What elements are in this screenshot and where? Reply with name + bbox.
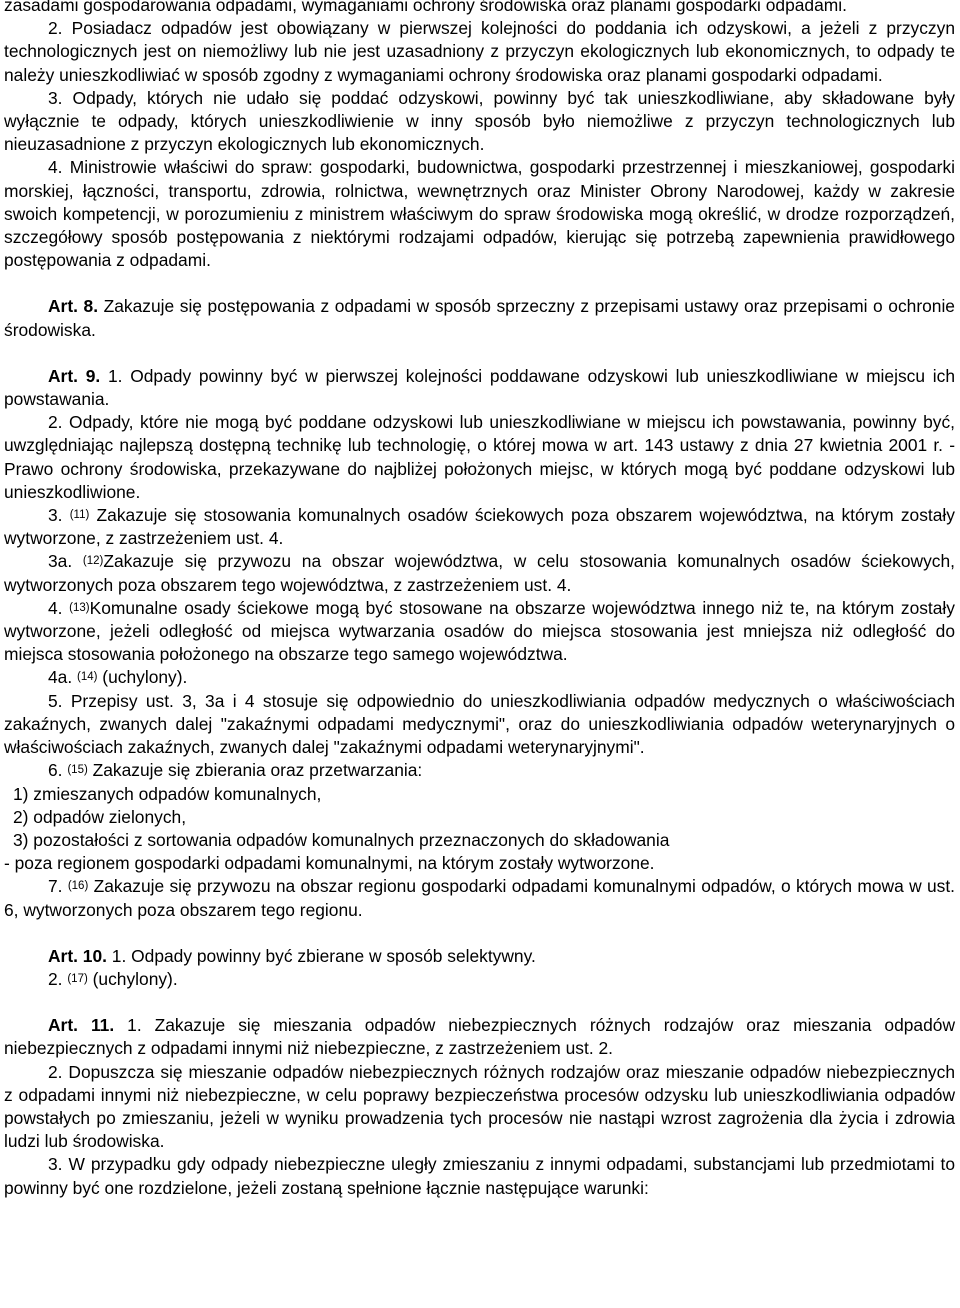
article-10-para-2 bbox=[4, 968, 955, 991]
para-text: Zakazuje się przywozu na obszar województwa, w celu stosowania komunalnych osadów ściekowych, wytworzonych poza obszarem tego województwa, z zastrzeżeniem ust. 4. bbox=[4, 551, 955, 595]
list-tail: - poza regionem gospodarki odpadami komunalnymi, na którym zostały wytworzone. bbox=[4, 853, 655, 874]
article-9-para-7 bbox=[4, 875, 955, 921]
article-text: 1. Odpady powinny być zbierane w sposób selektywny. bbox=[106, 945, 536, 966]
paragraph: zasadami gospodarowania odpadami, wymaganiami ochrony środowiska oraz planami gospodarki odpadami. bbox=[4, 0, 847, 15]
article-11-para-3: 3. W przypadku gdy odpady niebezpieczne uległy zmieszaniu z innymi odpadami, substancjami lub przedmiotami to powinny być one rozdzielone, jeżeli zostaną spełnione łącznie następujące warunki: bbox=[4, 1154, 955, 1198]
article-text: 1. Zakazuje się mieszania odpadów niebezpiecznych różnych rodzajów oraz mieszania odpadów niebezpiecznych z odpadami innymi niż niebezpieczne, z zastrzeżeniem ust. 2. bbox=[4, 1015, 955, 1059]
para-number: 6. bbox=[48, 760, 68, 781]
paragraph: 4. Ministrowie właściwi do spraw: gospodarki, budownictwa, gospodarki przestrzennej i mieszkaniowej, gospodarki morskiej, łączności, transportu, zdrowia, rolnictwa, wewnętrznych oraz Minister Obrony Narodowej, każdy w zakresie swoich kompetencji, w porozumieniu z ministrem właściwym do spraw środowiska mogą określić, w drodze rozporządzeń, szczegółowy sposób postępowania z niektórymi rodzajami odpadów, kierując się potrzebą zapewnienia prawidłowego postępowania z odpadami. bbox=[4, 157, 955, 271]
article-9-para-1 bbox=[4, 365, 955, 411]
article-8 bbox=[4, 295, 955, 341]
article-9-para-3a bbox=[4, 550, 955, 596]
para-number: 2. bbox=[48, 968, 68, 989]
article-text: 1. Odpady powinny być w pierwszej kolejności poddawane odzyskowi lub unieszkodliwiane w miejscu ich powstawania. bbox=[4, 365, 955, 410]
paragraph: 2. Posiadacz odpadów jest obowiązany w pierwszej kolejności do poddania ich odzyskowi, a jeżeli z przyczyn technologicznych jest on niemożliwy lub nie jest uzasadniony z przyczyn ekologicznych lub ekonomicznych, to odpady te należy unieszkodliwiać w sposób zgodny z wymaganiami ochrony środowiska oraz planami gospodarki odpadami. bbox=[4, 18, 955, 85]
article-text: Zakazuje się postępowania z odpadami w sposób sprzeczny z przepisami ustawy oraz przepisami o ochronie środowiska. bbox=[4, 296, 955, 340]
article-label: Art. 10. bbox=[48, 945, 107, 966]
footnote-ref[interactable]: (11) bbox=[69, 509, 90, 522]
para-text: Komunalne osady ściekowe mogą być stosowane na obszarze województwa innego niż te, na którym zostały wytworzone, jeżeli odległość od miejsca wytwarzania osadów do miejsca stosowania jest mniejsza niż odległość do miejsca stosowania położonego na obszarze tego samego województwa. bbox=[4, 597, 955, 665]
article-9-para-6 bbox=[4, 759, 955, 782]
para-text: Zakazuje się zbierania oraz przetwarzania: bbox=[87, 760, 423, 781]
footnote-ref[interactable]: (15) bbox=[67, 764, 88, 777]
article-label: Art. 8. bbox=[48, 296, 99, 317]
footnote-ref[interactable]: (13) bbox=[69, 601, 90, 614]
list-item: 1) zmieszanych odpadów komunalnych, bbox=[13, 783, 322, 804]
article-label: Art. 9. bbox=[48, 365, 101, 386]
para-number: 3a. bbox=[48, 551, 83, 572]
article-9-para-3 bbox=[4, 504, 955, 550]
article-9-para-2: 2. Odpady, które nie mogą być poddane odzyskowi lub unieszkodliwiane w miejscu ich powstawania, powinny być, uwzględniając najlepszą dostępną technikę lub technologię, o której mowa w art. 143 ustawy z dnia 27 kwietnia 2001 r. - Prawo ochrony środowiska, przekazywane do najbliżej położonych miejsc, w których mogą być poddane odzyskowi lub unieszkodliwione. bbox=[4, 412, 955, 502]
para-number: 4. bbox=[48, 597, 70, 618]
article-9-para-4 bbox=[4, 597, 955, 667]
footnote-ref[interactable]: (17) bbox=[67, 972, 88, 985]
para-text: Zakazuje się przywozu na obszar regionu gospodarki odpadami komunalnymi odpadów, o których mowa w ust. 6, wytworzonych poza obszarem tego regionu. bbox=[4, 876, 955, 920]
para-number: 4a. bbox=[48, 667, 78, 688]
footnote-ref[interactable]: (12) bbox=[82, 555, 104, 568]
article-11-para-1 bbox=[4, 1014, 955, 1060]
article-9-para-4a bbox=[4, 666, 955, 689]
article-9-para-5: 5. Przepisy ust. 3, 3a i 4 stosuje się odpowiednio do unieszkodliwiania odpadów medycznych o właściwościach zakaźnych, zwanych dalej "zakaźnymi odpadami medycznymi", oraz do unieszkodliwiania odpadów weterynaryjnych o właściwościach zakaźnych, zwanych dalej "zakaźnymi odpadami weterynaryjnymi". bbox=[4, 690, 955, 758]
footnote-ref[interactable]: (16) bbox=[67, 880, 89, 893]
article-10-para-1 bbox=[4, 945, 955, 968]
list-item: 3) pozostałości z sortowania odpadów komunalnych przeznaczonych do składowania bbox=[13, 829, 670, 850]
para-text: Zakazuje się stosowania komunalnych osadów ściekowych poza obszarem województwa, na którym zostały wytworzone, z zastrzeżeniem ust. 4. bbox=[4, 505, 955, 549]
list-item: 2) odpadów zielonych, bbox=[13, 806, 187, 827]
article-11-para-2: 2. Dopuszcza się mieszanie odpadów niebezpiecznych różnych rodzajów oraz mieszanie odpadów niebezpiecznych z odpadami innymi niż niebezpieczne, w celu poprawy bezpieczeństwa procesów odzysku lub unieszkodliwiania odpadów powstałych po zmieszaniu, jeżeli w wyniku prowadzenia tych procesów nie nastąpi wzrost zagrożenia dla życia i zdrowia ludzi lub środowiska. bbox=[4, 1061, 955, 1152]
para-number: 7. bbox=[48, 876, 68, 897]
para-number: 3. bbox=[48, 505, 70, 526]
para-text: (uchylony). bbox=[97, 667, 188, 688]
paragraph: 3. Odpady, których nie udało się poddać odzyskowi, powinny być tak unieszkodliwiane, aby składowane były wyłącznie te odpady, których unieszkodliwienie w inny sposób było niemożliwe z przyczyn technologicznych lub nieuzasadnione z przyczyn ekologicznych lub ekonomicznych. bbox=[4, 87, 955, 155]
para-text: (uchylony). bbox=[87, 968, 178, 989]
footnote-ref[interactable]: (14) bbox=[77, 671, 98, 684]
article-label: Art. 11. bbox=[48, 1015, 115, 1036]
